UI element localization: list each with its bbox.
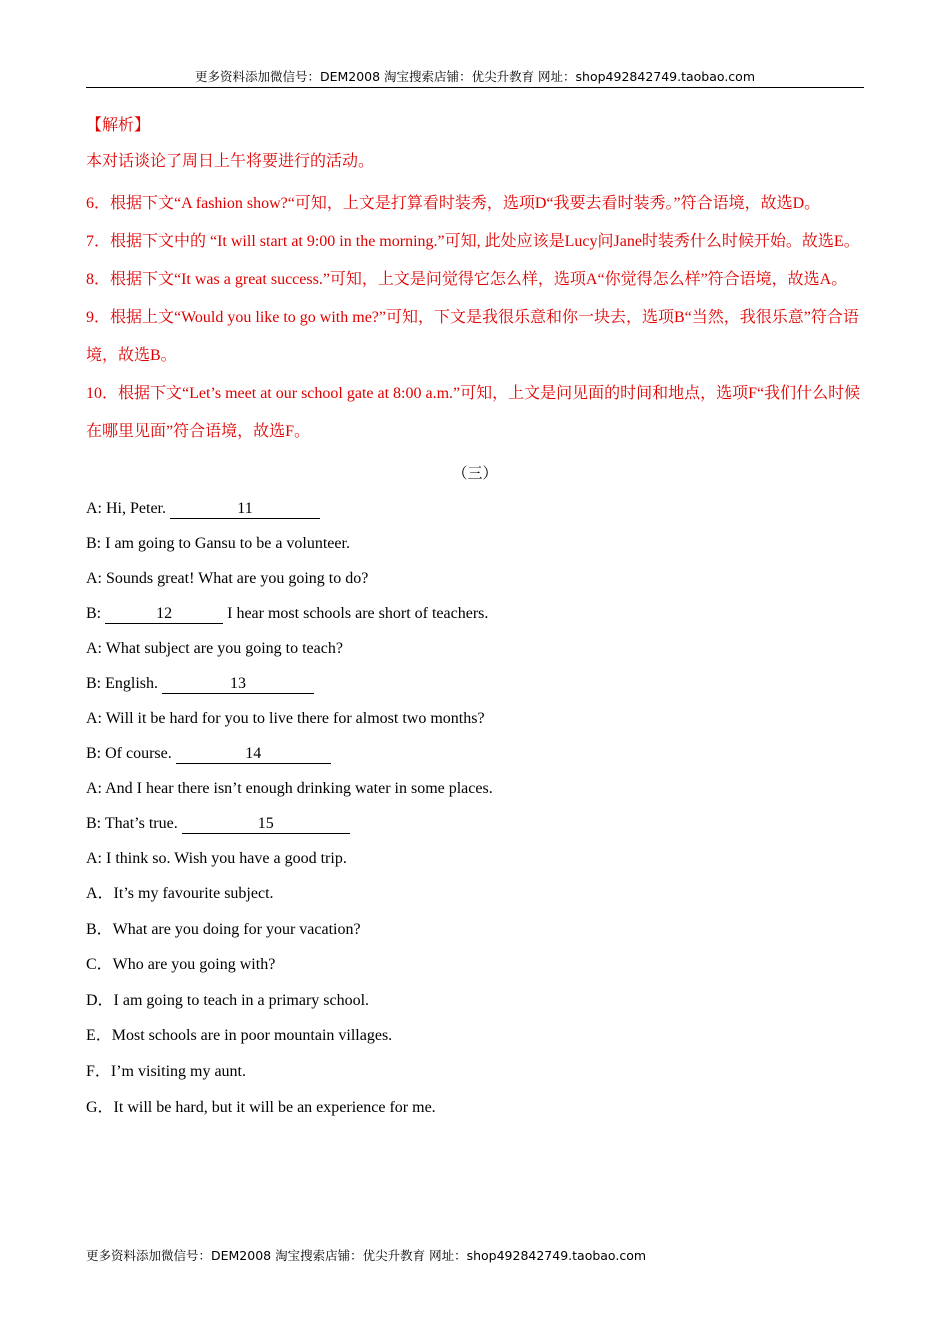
analysis-item-10: 10．根据下文“Let’s meet at our school gate at 8:00 a.m.”可知，上文是问见面的时间和地点，选项F“我们什么时候在哪里见面”符合语境，故选F。 (86, 385, 861, 440)
analysis-section (86, 114, 864, 451)
dialogue-line (86, 497, 864, 521)
answer-blank-13: 13 (162, 675, 314, 694)
dialogue-line (86, 672, 864, 696)
answer-blank-15: 15 (182, 815, 350, 834)
dialogue-line: A: Will it be hard for you to live there for almost two months? (86, 710, 485, 727)
page-content (86, 114, 864, 1131)
analysis-item-9: 9．根据上文“Would you like to go with me?”可知，下文是我很乐意和你一块去，选项B“当然，我很乐意”符合语境，故选B。 (86, 309, 859, 364)
line-text: B: That’s true. (86, 815, 182, 832)
dialogue-line: B: I am going to Gansu to be a volunteer. (86, 535, 350, 552)
line-text: B: English. (86, 675, 163, 692)
dialogue-line: A: Sounds great! What are you going to do? (86, 570, 369, 587)
option-e: E．Most schools are in poor mountain villages. (86, 1027, 393, 1045)
section-number: （三） (452, 466, 498, 482)
header-divider (86, 87, 864, 88)
line-text: A: Hi, Peter. (86, 500, 170, 517)
line-text: B: Of course. (86, 745, 176, 762)
analysis-item-7: 7．根据下文中的 “It will start at 9:00 in the morning.”可知, 此处应该是Lucy问Jane时装秀什么时候开始。故选E。 (86, 233, 860, 250)
dialogue-line (86, 602, 864, 626)
option-a: A．It’s my favourite subject. (86, 885, 274, 902)
dialogue-line (86, 812, 864, 836)
dialogue (86, 497, 864, 871)
dialogue-line: A: I think so. Wish you have a good trip. (86, 850, 347, 867)
options-list (86, 882, 864, 1120)
option-c: C．Who are you going with? (86, 956, 276, 974)
dialogue-line: A: What subject are you going to teach? (86, 640, 343, 657)
page-header: 更多资料添加微信号：DEM2008 淘宝搜索店铺：优尖升教育 网址：shop492842749.taobao.com (194, 69, 756, 84)
option-f: F．I’m visiting my aunt. (86, 1062, 247, 1080)
answer-blank-12: 12 (105, 605, 223, 624)
option-b: B．What are you doing for your vacation? (86, 920, 361, 938)
line-text: I hear most schools are short of teachers. (223, 605, 489, 622)
answer-blank-14: 14 (176, 745, 331, 764)
answer-blank-11: 11 (170, 500, 320, 519)
dialogue-line (86, 742, 864, 766)
analysis-title: 【解析】 (86, 117, 151, 134)
dialogue-line: A: And I hear there isn’t enough drinking water in some places. (86, 780, 493, 797)
analysis-item-8: 8．根据下文“It was a great success.”可知，上文是问觉得它怎么样，选项A“你觉得怎么样”符合语境，故选A。 (86, 271, 848, 288)
option-d: D．I am going to teach in a primary school. (86, 991, 370, 1009)
analysis-item-6: 6．根据下文“A fashion show?“可知，上文是打算看时装秀，选项D“我要去看时装秀。”符合语境，故选D。 (86, 195, 821, 212)
option-g: G．It will be hard, but it will be an experience for me. (86, 1098, 436, 1116)
line-text: B: (86, 605, 106, 622)
analysis-intro: 本对话谈论了周日上午将要进行的活动。 (86, 153, 375, 170)
page-footer: 更多资料添加微信号：DEM2008 淘宝搜索店铺：优尖升教育 网址：shop492842749.taobao.com (86, 1248, 647, 1263)
